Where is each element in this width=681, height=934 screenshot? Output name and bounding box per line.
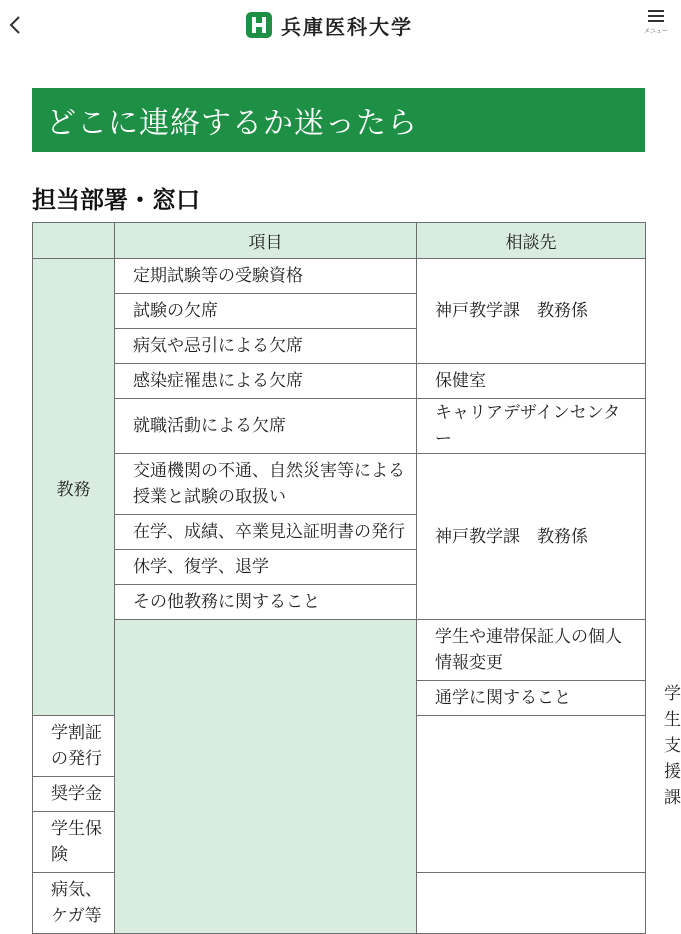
site-name: 兵庫医科大学 [281,14,413,39]
item-cell: 試験の欠席 [115,294,417,329]
item-cell: 通学に関すること [417,681,646,716]
item-cell: 交通機関の不通、自然災害等による授業と試験の取扱い [115,454,417,515]
item-cell: 定期試験等の受験資格 [115,259,417,294]
university-logo-icon [245,11,273,39]
contact-cell [417,873,646,934]
category-cell [115,620,417,934]
contact-cell: 神戸教学課 教務係 [417,454,646,620]
contact-table [32,222,681,934]
item-cell: 病気、ケガ等 [33,873,115,934]
contact-cell: 保健室 [417,364,646,399]
table-row [33,399,646,454]
table-header-row [33,223,646,259]
header-category [33,223,115,259]
header-contact: 相談先 [417,223,646,259]
item-cell: 奨学金 [33,777,115,812]
item-cell: 感染症罹患による欠席 [115,364,417,399]
item-cell: 学生保険 [33,812,115,873]
category-cell: 教務 [33,259,115,716]
table-row: 学生や連帯保証人の個人情報変更 学生支援課 [33,620,646,681]
chevron-left-icon [8,14,22,36]
page-banner [32,88,645,152]
item-cell: 病気や忌引による欠席 [115,329,417,364]
app-header [0,0,675,50]
hamburger-menu-icon [647,8,665,24]
banner-title: どこに連絡するか迷ったら [46,106,418,141]
site-logo[interactable] [245,10,413,40]
item-cell: 在学、成績、卒業見込証明書の発行 [115,515,417,550]
item-cell: 休学、復学、退学 [115,550,417,585]
contact-cell: 神戸教学課 教務係 [417,259,646,364]
contact-cell: キャリアデザインセンター [417,399,646,454]
section-title: 担当部署・窓口 [32,186,200,214]
item-cell: 学割証の発行 [33,716,115,777]
table-row [33,259,646,294]
item-cell: その他教務に関すること [115,585,417,620]
header-item: 項目 [115,223,417,259]
table-row [33,454,646,515]
table-row [33,364,646,399]
menu-label: メニュー [643,28,668,35]
back-button[interactable] [4,10,26,40]
item-cell: 学生や連帯保証人の個人情報変更 [417,620,646,681]
menu-button[interactable] [638,8,674,42]
item-cell: 就職活動による欠席 [115,399,417,454]
